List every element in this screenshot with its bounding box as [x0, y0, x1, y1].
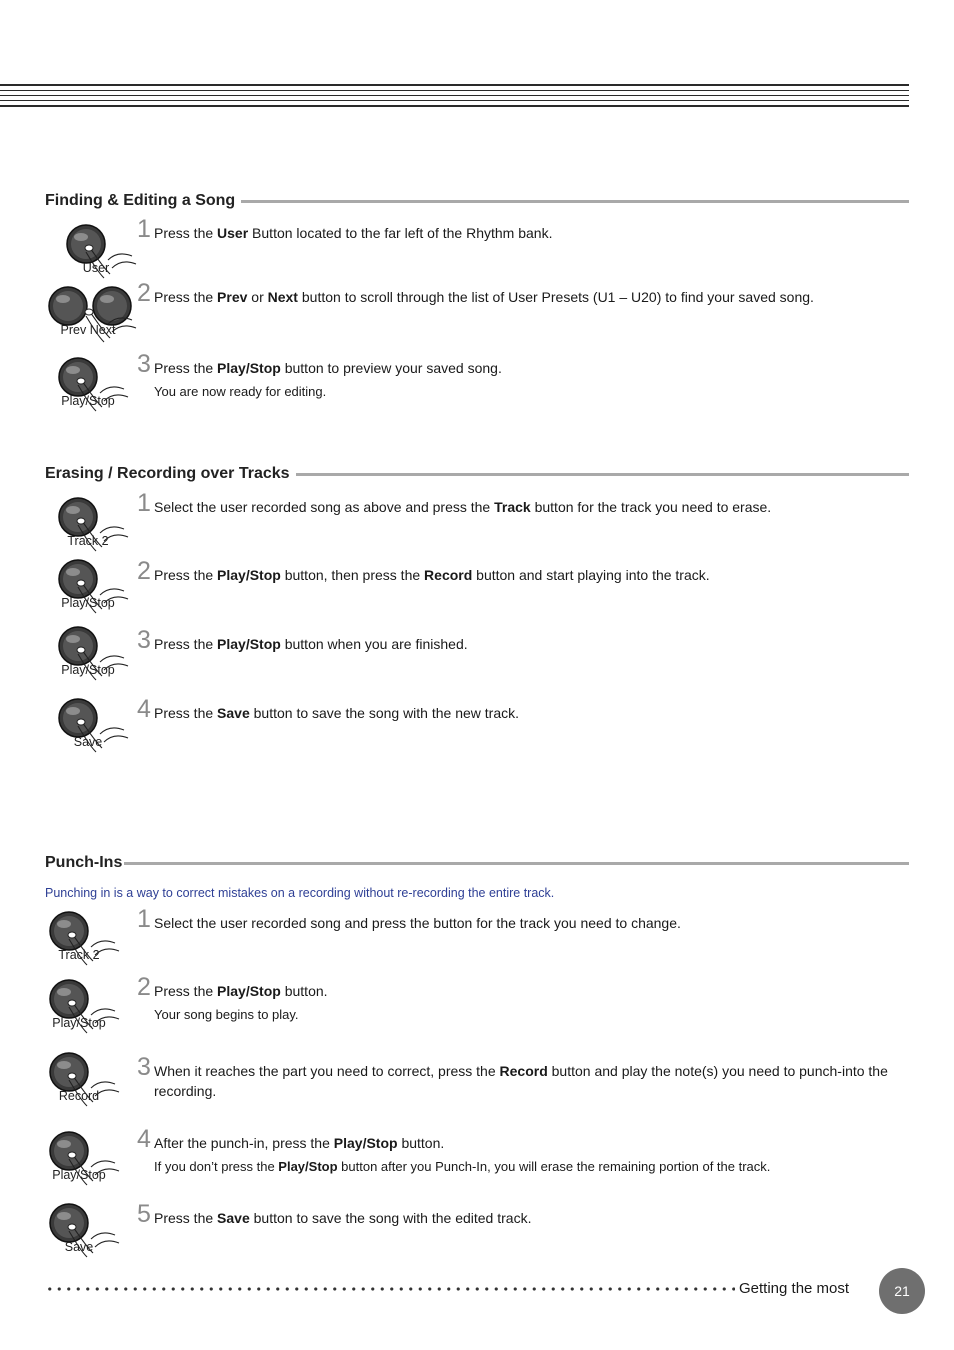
step-text	[154, 358, 907, 378]
step	[137, 350, 907, 402]
step-number: 3	[137, 626, 151, 654]
step	[137, 557, 907, 585]
step-number: 3	[137, 1053, 151, 1081]
footer-section-name: Getting the most	[739, 1280, 850, 1297]
bold-term: Record	[499, 1063, 548, 1079]
section-title-erasing: Erasing / Recording over Tracks	[45, 465, 909, 483]
button-label: Save	[64, 1240, 94, 1254]
play-stop-button-illustration	[49, 979, 129, 1039]
button-press-icon	[49, 911, 129, 971]
step-note	[154, 382, 907, 402]
button-label: Track 2	[67, 534, 109, 548]
text-run: Your song begins to play.	[154, 1007, 299, 1022]
text-run: If you don’t press the	[154, 1159, 279, 1174]
text-run: button to save the song with the edited track.	[249, 1210, 532, 1226]
page-number-badge: 21	[879, 1268, 925, 1314]
bold-term: Play/Stop	[278, 1159, 338, 1174]
button-press-icon	[49, 1131, 129, 1191]
user-button-illustration	[66, 224, 146, 284]
step-text	[154, 287, 907, 307]
step-number: 4	[137, 695, 151, 723]
button-press-icon	[58, 357, 138, 417]
bold-term: Save	[217, 705, 250, 721]
text-run: button and play the note(s) you need to punch-into the recording.	[154, 1063, 888, 1099]
record-button-illustration	[49, 1052, 129, 1112]
footer-dotted-leader	[45, 1285, 735, 1293]
step	[137, 973, 907, 1025]
button-label: User	[82, 261, 110, 275]
header-rules	[0, 84, 909, 111]
step	[137, 1053, 907, 1101]
step-note	[154, 1157, 907, 1177]
play-stop-button-illustration	[58, 559, 138, 619]
button-label: Save	[73, 735, 103, 749]
step-number: 1	[137, 905, 151, 933]
section-title-punch-ins: Punch-Ins	[45, 854, 909, 872]
section-title-finding: Finding & Editing a Song	[45, 192, 909, 210]
button-press-icon	[66, 224, 146, 284]
text-run: Press the	[154, 567, 218, 583]
text-run: Press the	[154, 1210, 218, 1226]
text-run: or	[247, 289, 268, 305]
button-press-icon	[58, 497, 138, 557]
text-run: button after you Punch-In, you will erase the remaining portion of the track.	[337, 1159, 771, 1174]
step	[137, 695, 907, 723]
text-run: Press the	[154, 225, 218, 241]
step-text	[154, 497, 907, 517]
step-text	[154, 1133, 907, 1153]
step-number: 1	[137, 215, 151, 243]
step-note	[154, 1005, 907, 1025]
text-run: button for the track you need to erase.	[530, 499, 772, 515]
save-button-illustration	[58, 698, 138, 758]
save-button-illustration	[49, 1203, 129, 1263]
play-stop-button-illustration	[58, 357, 138, 417]
bold-term: Next	[267, 289, 298, 305]
text-run: button, then press the	[280, 567, 425, 583]
bold-term: Prev	[217, 289, 248, 305]
track-2-button-illustration	[49, 911, 129, 971]
button-label: Play/Stop	[61, 394, 115, 408]
step	[137, 1125, 907, 1177]
step	[137, 489, 907, 517]
step	[137, 215, 907, 243]
button-press-icon	[49, 1052, 129, 1112]
step	[137, 626, 907, 654]
bold-term: Play/Stop	[217, 567, 281, 583]
button-label: Track 2	[58, 948, 100, 962]
prev-next-buttons-illustration	[46, 286, 126, 346]
text-run: After the punch-in, press the	[154, 1135, 334, 1151]
text-run: button to scroll through the list of User Presets (U1 – U20) to find your saved song.	[297, 289, 814, 305]
button-press-icon	[58, 559, 138, 619]
step	[137, 1200, 907, 1228]
step	[137, 905, 907, 933]
bold-term: Record	[424, 567, 473, 583]
text-run: Press the	[154, 360, 218, 376]
step-text	[154, 634, 907, 654]
text-run: button to preview your saved song.	[280, 360, 502, 376]
step-text	[154, 1061, 907, 1101]
button-press-icon	[49, 979, 129, 1039]
text-run: button.	[280, 983, 328, 999]
punch-ins-intro: Punching in is a way to correct mistakes on a recording without re-recording the entire track.	[45, 886, 555, 900]
text-run: Press the	[154, 289, 218, 305]
step-number: 2	[137, 279, 151, 307]
bold-term: Play/Stop	[333, 1135, 398, 1151]
step-number: 1	[137, 489, 151, 517]
text-run: Select the user recorded song and press the button for the track you need to change.	[154, 915, 681, 931]
step-text	[154, 703, 907, 723]
text-run: button and start playing into the track.	[472, 567, 710, 583]
button-label: Play/Stop	[52, 1168, 106, 1182]
step-number: 2	[137, 973, 151, 1001]
step-text	[154, 913, 907, 933]
track-2-button-illustration	[58, 497, 138, 557]
text-run: button.	[397, 1135, 445, 1151]
text-run: button to save the song with the new track.	[249, 705, 520, 721]
play-stop-button-illustration	[58, 626, 138, 686]
text-run: Press the	[154, 636, 218, 652]
dual-button-press-icon	[46, 286, 138, 346]
step-text	[154, 981, 907, 1001]
text-run: Press the	[154, 983, 218, 999]
play-stop-button-illustration	[49, 1131, 129, 1191]
button-label: Record	[58, 1089, 100, 1103]
step	[137, 279, 907, 307]
text-run: Select the user recorded song as above and press the	[154, 499, 495, 515]
step-number: 2	[137, 557, 151, 585]
button-press-icon	[58, 626, 138, 686]
bold-term: Track	[494, 499, 531, 515]
button-press-icon	[58, 698, 138, 758]
step-number: 4	[137, 1125, 151, 1153]
step-text	[154, 223, 907, 243]
button-label: Play/Stop	[61, 596, 115, 610]
text-run: Button located to the far left of the Rhythm bank.	[248, 225, 553, 241]
button-press-icon	[49, 1203, 129, 1263]
text-run: button when you are finished.	[280, 636, 468, 652]
text-run: Press the	[154, 705, 218, 721]
button-label: Play/Stop	[61, 663, 115, 677]
bold-term: Save	[217, 1210, 250, 1226]
step-number: 3	[137, 350, 151, 378]
step-text	[154, 1208, 907, 1228]
bold-term: Play/Stop	[217, 636, 281, 652]
bold-term: Play/Stop	[217, 983, 281, 999]
text-run: You are now ready for editing.	[154, 384, 327, 399]
step-text	[154, 565, 907, 585]
step-number: 5	[137, 1200, 151, 1228]
bold-term: User	[217, 225, 249, 241]
button-label: Play/Stop	[52, 1016, 106, 1030]
button-label: Prev Next	[60, 323, 116, 337]
bold-term: Play/Stop	[217, 360, 281, 376]
text-run: When it reaches the part you need to correct, press the	[154, 1063, 500, 1079]
